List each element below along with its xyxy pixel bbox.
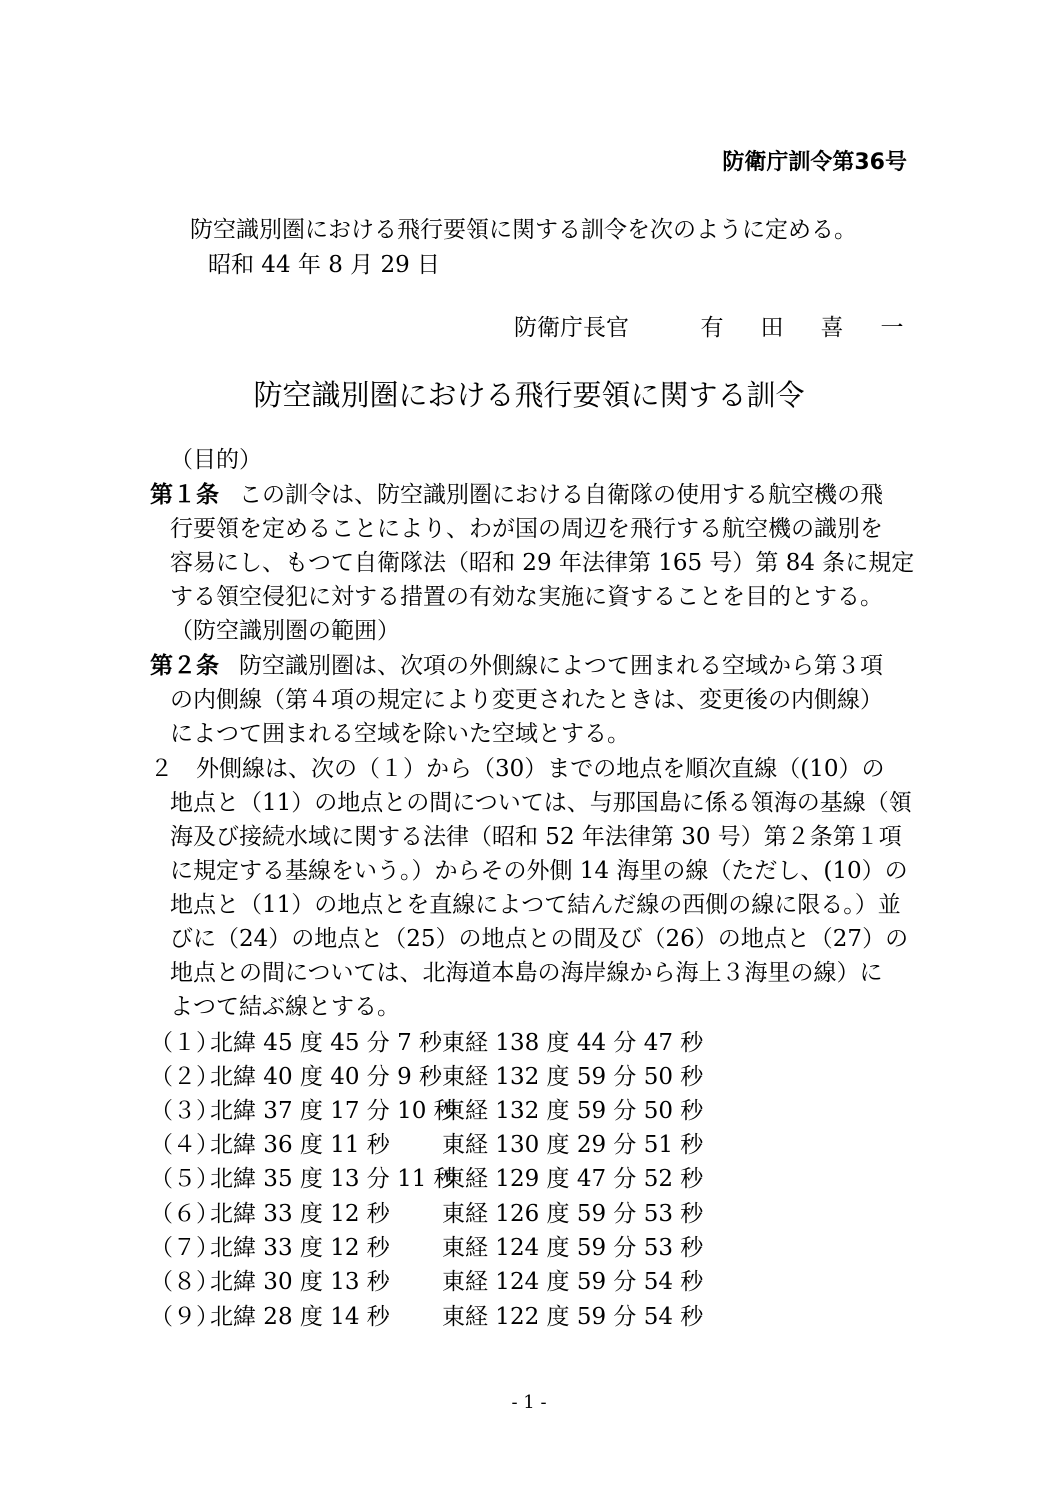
article-2-label: 第２条 xyxy=(150,653,219,679)
coordinate-longitude: 東経 129 度 47 分 52 秒 xyxy=(442,1166,704,1192)
coordinate-index: （６） xyxy=(150,1201,219,1227)
article-1-text: この訓令は、防空識別圏における自衛隊の使用する航空機の飛 xyxy=(239,482,883,508)
coordinate-latitude: 北緯 37 度 17 分 10 秒 xyxy=(210,1098,457,1124)
coordinate-row xyxy=(150,1162,703,1196)
signer-office: 防衛庁長官 xyxy=(514,315,629,341)
paragraph-2-line: 海及び接続水域に関する法律（昭和 52 年法律第 30 号）第２条第１項 xyxy=(170,824,902,850)
document-number: 防衛庁訓令第36号 xyxy=(722,150,907,175)
paragraph-2-line: 地点と（11）の地点との間については、与那国島に係る領海の基線（領 xyxy=(170,790,912,816)
coordinate-longitude: 東経 124 度 59 分 53 秒 xyxy=(442,1235,704,1261)
coordinate-row xyxy=(150,1026,703,1060)
article-1-line: 容易にし、もつて自衛隊法（昭和 29 年法律第 165 号）第 84 条に規定 xyxy=(170,550,915,576)
signer-name-char: 有 xyxy=(700,315,724,341)
coordinate-index: （３） xyxy=(150,1098,219,1124)
article-2-first-line xyxy=(150,649,883,683)
coordinate-row xyxy=(150,1094,703,1128)
coordinate-latitude: 北緯 33 度 12 秒 xyxy=(210,1235,390,1261)
coordinate-latitude: 北緯 30 度 13 秒 xyxy=(210,1269,390,1295)
coordinate-index: （５） xyxy=(150,1166,219,1192)
signer-name-char: 田 xyxy=(760,315,784,341)
coordinate-row xyxy=(150,1197,703,1231)
coordinate-latitude: 北緯 40 度 40 分 9 秒 xyxy=(210,1064,443,1090)
coordinate-index: （７） xyxy=(150,1235,219,1261)
paragraph-2-first-line: ２ 外側線は、次の（１）から（30）までの地点を順次直線（(10）の xyxy=(150,756,885,782)
coordinate-row xyxy=(150,1265,703,1299)
coordinate-longitude: 東経 132 度 59 分 50 秒 xyxy=(442,1098,704,1124)
paragraph-2-line: 地点と（11）の地点とを直線によつて結んだ線の西側の線に限る。）並 xyxy=(170,892,901,918)
coordinate-latitude: 北緯 36 度 11 秒 xyxy=(210,1132,390,1158)
coordinate-longitude: 東経 132 度 59 分 50 秒 xyxy=(442,1064,704,1090)
coordinate-index: （１） xyxy=(150,1030,219,1056)
coordinate-longitude: 東経 138 度 44 分 47 秒 xyxy=(442,1030,704,1056)
article-1-label: 第１条 xyxy=(150,482,219,508)
coordinate-index: （８） xyxy=(150,1269,219,1295)
article-2-line: によつて囲まれる空域を除いた空域とする。 xyxy=(170,721,630,747)
paragraph-2-line: びに（24）の地点と（25）の地点との間及び（26）の地点と（27）の xyxy=(170,926,909,952)
signer-name-char: 一 xyxy=(880,315,904,341)
document-title: 防空識別圏における飛行要領に関する訓令 xyxy=(253,378,805,412)
coordinate-row xyxy=(150,1060,703,1094)
preamble: 防空識別圏における飛行要領に関する訓令を次のように定める。 xyxy=(190,217,857,243)
enactment-date: 昭和 44 年 8 月 29 日 xyxy=(208,252,441,278)
signer-name-char: 喜 xyxy=(820,315,844,341)
paragraph-2-line: よつて結ぶ線とする。 xyxy=(170,994,400,1020)
paragraph-2-line: 地点との間については、北海道本島の海岸線から海上３海里の線）に xyxy=(170,960,883,986)
coordinate-longitude: 東経 130 度 29 分 51 秒 xyxy=(442,1132,704,1158)
signer xyxy=(514,311,907,345)
article-2-text: 防空識別圏は、次項の外側線によつて囲まれる空域から第３項 xyxy=(239,653,883,679)
coordinate-row xyxy=(150,1300,703,1334)
coordinate-index: （９） xyxy=(150,1304,219,1330)
article-1-line: する領空侵犯に対する措置の有効な実施に資することを目的とする。 xyxy=(170,584,883,610)
coordinate-latitude: 北緯 45 度 45 分 7 秒 xyxy=(210,1030,443,1056)
coordinate-latitude: 北緯 33 度 12 秒 xyxy=(210,1201,390,1227)
article-2-heading: （防空識別圏の範囲） xyxy=(170,618,400,644)
article-1-line: 行要領を定めることにより、わが国の周辺を飛行する航空機の識別を xyxy=(170,516,883,542)
coordinate-longitude: 東経 124 度 59 分 54 秒 xyxy=(442,1269,704,1295)
article-2-line: の内側線（第４項の規定により変更されたときは、変更後の内側線） xyxy=(170,687,883,713)
page-number: - 1 - xyxy=(511,1392,547,1413)
paragraph-2-line: に規定する基線をいう。）からその外側 14 海里の線（ただし、(10）の xyxy=(170,858,908,884)
coordinate-row xyxy=(150,1128,703,1162)
coordinate-latitude: 北緯 28 度 14 秒 xyxy=(210,1304,390,1330)
coordinate-longitude: 東経 122 度 59 分 54 秒 xyxy=(442,1304,704,1330)
coordinate-index: （４） xyxy=(150,1132,219,1158)
coordinate-row xyxy=(150,1231,703,1265)
article-1-first-line xyxy=(150,478,883,512)
coordinate-longitude: 東経 126 度 59 分 53 秒 xyxy=(442,1201,704,1227)
article-1-heading: （目的） xyxy=(170,447,262,473)
coordinate-latitude: 北緯 35 度 13 分 11 秒 xyxy=(210,1166,457,1192)
coordinate-index: （２） xyxy=(150,1064,219,1090)
